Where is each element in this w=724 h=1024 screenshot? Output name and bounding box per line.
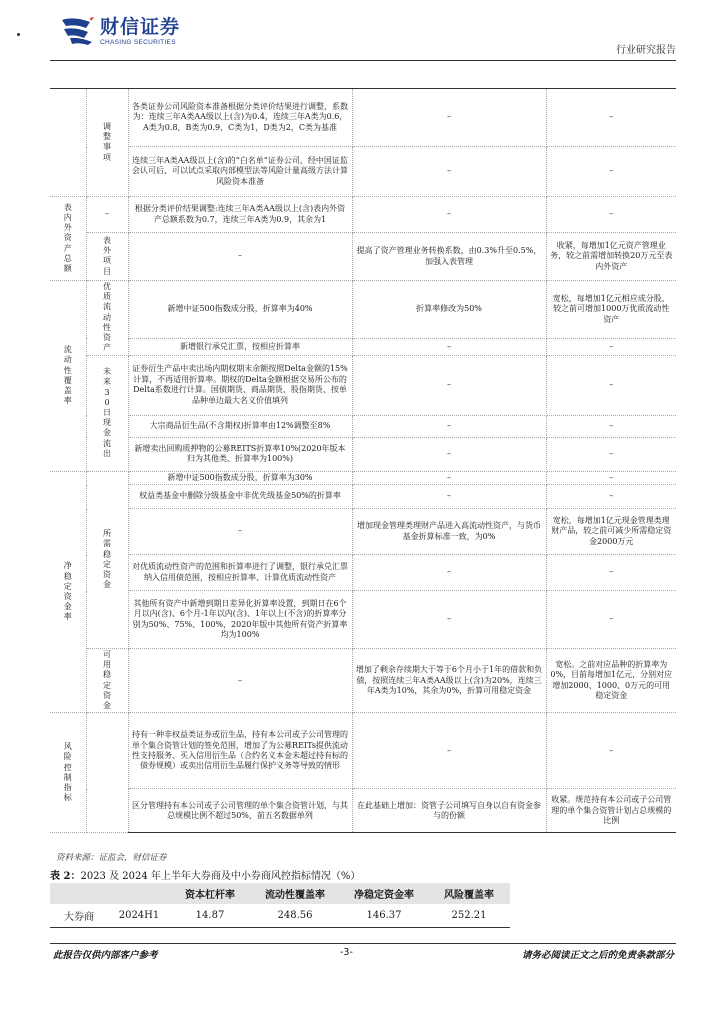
change-new-cell: 提高了资产管理业务转换系数，由0.3%升至0.5%，加强入表管理 [352,233,546,281]
change-new-cell: – [352,147,546,197]
impact-cell: – [546,555,676,591]
table-row [50,437,676,471]
table-row [50,789,676,833]
change-new-cell: – [352,338,546,355]
table-row [50,338,676,355]
item-cell: 未来30日现金流出 [86,355,128,471]
item-cell: 表外项目 [86,233,128,281]
logo-emblem-icon [60,16,96,46]
table2-cell: 248.56 [250,904,340,928]
change-new-cell: 折算率修改为50% [352,281,546,339]
table2-header [108,883,170,904]
change-2020-cell: 大宗商品衍生品(不含期权)折算率由12%调整至8% [128,415,352,437]
impact-cell: – [546,355,676,415]
table2-cell: 2024H1 [108,904,170,928]
item-cell [86,713,128,833]
table-row [50,649,676,713]
table2-cell: 252.21 [428,904,510,928]
change-new-cell: – [352,555,546,591]
impact-cell: – [546,147,676,197]
impact-cell: 收紧。规范持有本公司或子公司管理的单个集合资管计划占总规模的比例 [546,789,676,833]
table-row [50,485,676,509]
change-new-cell: – [352,591,546,649]
impact-cell: – [546,197,676,233]
change-2020-cell: – [128,233,352,281]
item-cell: – [86,197,128,233]
table-row [50,713,676,789]
table-row [50,555,676,591]
footer-disclaimer: 此报告仅供内部客户参考 [53,950,158,961]
table2-label: 表 2： [50,871,81,882]
table-row [50,509,676,555]
impact-cell: – [546,591,676,649]
impact-cell: – [546,338,676,355]
impact-cell: – [546,89,676,147]
table2-cell: 14.87 [170,904,250,928]
category-cell: 净稳定资金率 [50,471,86,713]
change-2020-cell: 对优质流动性资产的范围和折算率进行了调整，银行承兑汇票纳入信用债范围，按相应折算率、计算优质流动性资产 [128,555,352,591]
table2-header: 净稳定资金率 [340,883,428,904]
indicator-changes-table [50,88,676,833]
change-2020-cell: 权益类基金中删除分级基金中非优先级基金50%的折算率 [128,485,352,509]
table2-cell: 146.37 [340,904,428,928]
footer-divider [50,943,676,944]
source-note: 资料来源：证监会，财信证券 [56,853,167,863]
change-2020-cell: 新增银行承兑汇票，按相应折算率 [128,338,352,355]
change-2020-cell: – [128,509,352,555]
impact-cell: – [546,485,676,509]
change-2020-cell: 新增中证500指数成分股，折算率为40% [128,281,352,339]
category-cell [50,89,86,197]
item-cell: 可用稳定资金 [86,649,128,713]
change-new-cell: – [352,471,546,484]
impact-cell: 宽松。之前对应品种的折算率为0%，目前每增加1亿元，分别对应增加2000、1000、0万元的可用稳定资金 [546,649,676,713]
header-divider [50,60,676,61]
change-new-cell: – [352,485,546,509]
table-row [50,89,676,147]
stray-mark [17,33,20,36]
change-2020-cell: 新增卖出回购质押物的公募REITS折算率10%(2020年版本归为其他类、折算率为100%) [128,437,352,471]
risk-indicators-table [50,883,510,928]
impact-cell: 收紧，每增加1亿元资产管理业务，较之前需增加转换20万元至表内外资产 [546,233,676,281]
table-row [50,233,676,281]
change-2020-cell: 证券衍生产品中卖出场内期权期末余额按照Delta金额的15%计算，不再适用折算率。期权的Delta金额根据交易所公布的Delta系数进行计算。国债期货、商品期货、股指期货、按单品种单边最大名义价值填列 [128,355,352,415]
table2-header-row [50,883,510,904]
table2-header: 资本杠杆率 [170,883,250,904]
table2-cell: 大券商 [50,904,108,928]
category-cell: 流动性覆盖率 [50,281,86,472]
change-2020-cell: 持有一种非权益类证券或衍生品，持有本公司或子公司管理的单个集合资管计划的签免范围，增加了为公募REITs提供流动性支持服务、买入信用衍生品（合约名义本金未超过持有标的债券规模）或卖出信用衍生品履行保护义务等导致的情形 [128,713,352,789]
change-2020-cell: 区分管理持有本公司或子公司管理的单个集合资管计划，与其总规模比例不超过50%，前五名数据单列 [128,789,352,833]
impact-cell: – [546,415,676,437]
table2-caption: 2023 及 2024 年上半年大券商及中小券商风控指标情况（%） [80,871,361,882]
change-new-cell: – [352,197,546,233]
change-2020-cell: 其他所有资产中新增到期日差异化折算率设置，到期日在6个月以内(含)、6个月-1年以内(含)、1年以上(不含)的折算率分别为50%、75%、100%，2020年版中其他所有资产折算率均为100% [128,591,352,649]
impact-cell: 宽松，每增加1亿元现金管理类理财产品，较之前可减少所需稳定资金2000万元 [546,509,676,555]
table-row [50,904,510,928]
impact-cell: – [546,437,676,471]
table-row [50,355,676,415]
table-row [50,147,676,197]
change-2020-cell: 新增中证500指数成分股，折算率为30% [128,471,352,484]
table2-header: 风险覆盖率 [428,883,510,904]
change-new-cell: – [352,415,546,437]
table-row [50,415,676,437]
impact-cell: – [546,713,676,789]
table2-header [50,883,108,904]
change-new-cell: 在此基础上增加：资管子公司填写自身以自有资金参与的份额 [352,789,546,833]
change-new-cell: – [352,355,546,415]
footer-notice: 请务必阅读正文之后的免责条款部分 [521,950,674,961]
change-2020-cell: 各类证券公司风险资本准备根据分类评价结果进行调整，系数为：连续三年A类AA级以上(含)为0.4，连续三年A类为0.6，A类为0.8，B类为0.9，C类为1，D类为2，C类为基准 [128,89,352,147]
report-type: 行业研究报告 [616,45,676,56]
table2-header: 流动性覆盖率 [250,883,340,904]
category-cell: 表内外资产总额 [50,197,86,281]
table-row [50,471,676,484]
change-2020-cell: 连续三年A类AA级以上(含)的“白名单”证券公司，经中国证监会认可后，可以试点采取内部模型法等风险计量高级方法计算风险资本准备 [128,147,352,197]
change-new-cell: – [352,89,546,147]
page-number: -3- [340,947,353,958]
category-cell: 风险控制指标 [50,713,86,833]
table2-title [50,867,360,882]
impact-cell: 宽松，每增加1亿元相应成分股，较之前可增加1000万优质流动性资产 [546,281,676,339]
change-new-cell: 增加现金管理类理财产品进入高流动性资产，与货币基金折算标准一致，为0% [352,509,546,555]
change-new-cell: 增加了剩余存续期大于等于6个月小于1年的借款和负债，按照连续三年A类AA级以上(含)为20%，连续三年A类为10%，其余为0%，折算可用稳定资金 [352,649,546,713]
change-2020-cell: 根据分类评价结果调整:连续三年A类AA级以上(含)表内外资产总额系数为0.7，连续三年A类为0.9，其余为1 [128,197,352,233]
item-cell: 调整事项 [86,89,128,197]
table-row [50,197,676,233]
item-cell: 优质流动性资产 [86,281,128,356]
table-row [50,281,676,339]
change-new-cell: – [352,713,546,789]
table-row [50,591,676,649]
company-logo [60,16,180,46]
item-cell: 所需稳定资金 [86,471,128,648]
logo-name-cn: 财信证券 [100,15,181,38]
logo-name-en: CHASING SECURITIES [100,38,176,46]
impact-cell: – [546,471,676,484]
change-new-cell: – [352,437,546,471]
change-2020-cell: – [128,649,352,713]
